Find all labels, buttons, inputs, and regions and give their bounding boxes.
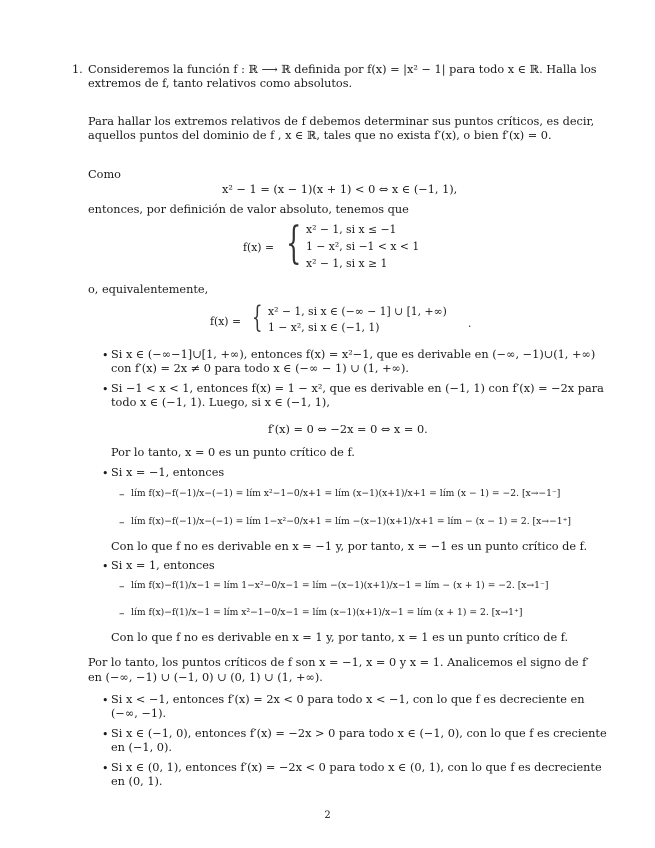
equivalently-text: o, equivalentemente, xyxy=(88,283,209,296)
bullet-icon: • xyxy=(102,728,109,741)
bullet-icon: • xyxy=(102,467,109,480)
left-brace-icon: { xyxy=(286,218,302,269)
bullet3-heading: Si x = −1, entonces xyxy=(111,466,225,479)
bullet-icon: • xyxy=(102,349,109,362)
sign2-line-1: Si x ∈ (−1, 0), entonces f′(x) = −2x > 0 para todo x ∈ (−1, 0), con lo que f es creciente xyxy=(111,727,607,740)
sign1-line-2: (−∞, −1). xyxy=(111,707,167,720)
piecewise1-row-1: x² − 1, si x ≤ −1 xyxy=(306,223,397,236)
bullet2-line-2: todo x ∈ (−1, 1). Luego, si x ∈ (−1, 1), xyxy=(111,396,330,409)
statement-line-2: extremos de f, tanto relativos como absolutos. xyxy=(88,77,353,90)
bullet4-heading: Si x = 1, entonces xyxy=(111,559,215,572)
sign3-line-2: en (0, 1). xyxy=(111,775,163,788)
bullet-icon: • xyxy=(102,694,109,707)
dash-icon: – xyxy=(119,580,125,593)
page-number: 2 xyxy=(324,810,331,821)
right-limit-at-minus-one: lím f(x)−f(−1)/x−(−1) = lím 1−x²−0/x+1 = lím −(x−1)(x+1)/x+1 = lím − (x − 1) = 2. [x→−1⁺] xyxy=(131,516,571,527)
piecewise2-row-2: 1 − x², si x ∈ (−1, 1) xyxy=(268,321,380,334)
intro-line-2: aquellos puntos del dominio de f , x ∈ ℝ, tales que no exista f′(x), o bien f′(x) = 0. xyxy=(88,129,552,142)
bullet3-conclusion: Con lo que f no es derivable en x = −1 y, por tanto, x = −1 es un punto crítico de f. xyxy=(111,540,588,553)
factor-equation: x² − 1 = (x − 1)(x + 1) < 0 ⇔ x ∈ (−1, 1), xyxy=(222,183,458,196)
dash-icon: – xyxy=(119,488,125,501)
piecewise1-row-3: x² − 1, si x ≥ 1 xyxy=(306,257,388,270)
left-limit-at-one: lím f(x)−f(1)/x−1 = lím 1−x²−0/x−1 = lím −(x−1)(x+1)/x−1 = lím − (x + 1) = −2. [x→1⁻] xyxy=(131,580,549,591)
absolute-value-text: entonces, por definición de valor absoluto, tenemos que xyxy=(88,203,409,216)
sign3-line-1: Si x ∈ (0, 1), entonces f′(x) = −2x < 0 para todo x ∈ (0, 1), con lo que f es decreciente xyxy=(111,761,602,774)
right-limit-at-one: lím f(x)−f(1)/x−1 = lím x²−1−0/x−1 = lím (x−1)(x+1)/x−1 = lím (x + 1) = 2. [x→1⁺] xyxy=(131,607,523,618)
bullet-icon: • xyxy=(102,762,109,775)
critical-points-line-2: en (−∞, −1) ∪ (−1, 0) ∪ (0, 1) ∪ (1, +∞). xyxy=(88,671,323,684)
piecewise2-lhs: f(x) = xyxy=(210,315,241,328)
bullet4-conclusion: Con lo que f no es derivable en x = 1 y, por tanto, x = 1 es un punto crítico de f. xyxy=(111,631,569,644)
piecewise2-row-1: x² − 1, si x ∈ (−∞ − 1] ∪ [1, +∞) xyxy=(268,305,447,318)
bullet2-line-1: Si −1 < x < 1, entonces f(x) = 1 − x², que es derivable en (−1, 1) con f′(x) = −2x para xyxy=(111,382,604,395)
left-brace-icon: { xyxy=(252,300,263,335)
dash-icon: – xyxy=(119,607,125,620)
sign2-line-2: en (−1, 0). xyxy=(111,741,172,754)
bullet2-conclusion: Por lo tanto, x = 0 es un punto crítico de f. xyxy=(111,446,355,459)
intro-line-1: Para hallar los extremos relativos de f debemos determinar sus puntos críticos, es decir, xyxy=(88,115,595,128)
statement-line-1: Consideremos la función f : ℝ ⟶ ℝ definida por f(x) = |x² − 1| para todo x ∈ ℝ. Halla los xyxy=(88,63,597,76)
left-limit-at-minus-one: lím f(x)−f(−1)/x−(−1) = lím x²−1−0/x+1 = lím (x−1)(x+1)/x+1 = lím (x − 1) = −2. [x→−1⁻] xyxy=(131,488,561,499)
piecewise1-lhs: f(x) = xyxy=(243,241,274,254)
como-text: Como xyxy=(88,168,121,181)
problem-number: 1. xyxy=(72,63,83,76)
critical-points-line-1: Por lo tanto, los puntos críticos de f son x = −1, x = 0 y x = 1. Analicemos el signo de f′ xyxy=(88,656,589,669)
dash-icon: – xyxy=(119,516,125,529)
piecewise2-period: . xyxy=(468,317,472,330)
bullet1-line-1: Si x ∈ (−∞−1]∪[1, +∞), entonces f(x) = x²−1, que es derivable en (−∞, −1)∪(1, +∞) xyxy=(111,348,596,361)
derivative-zero-equation: f′(x) = 0 ⇔ −2x = 0 ⇔ x = 0. xyxy=(268,423,428,436)
bullet-icon: • xyxy=(102,383,109,396)
bullet1-line-2: con f′(x) = 2x ≠ 0 para todo x ∈ (−∞ − 1) ∪ (1, +∞). xyxy=(111,362,409,375)
bullet-icon: • xyxy=(102,560,109,573)
piecewise1-row-2: 1 − x², si −1 < x < 1 xyxy=(306,240,420,253)
sign1-line-1: Si x < −1, entonces f′(x) = 2x < 0 para todo x < −1, con lo que f es decreciente en xyxy=(111,693,585,706)
